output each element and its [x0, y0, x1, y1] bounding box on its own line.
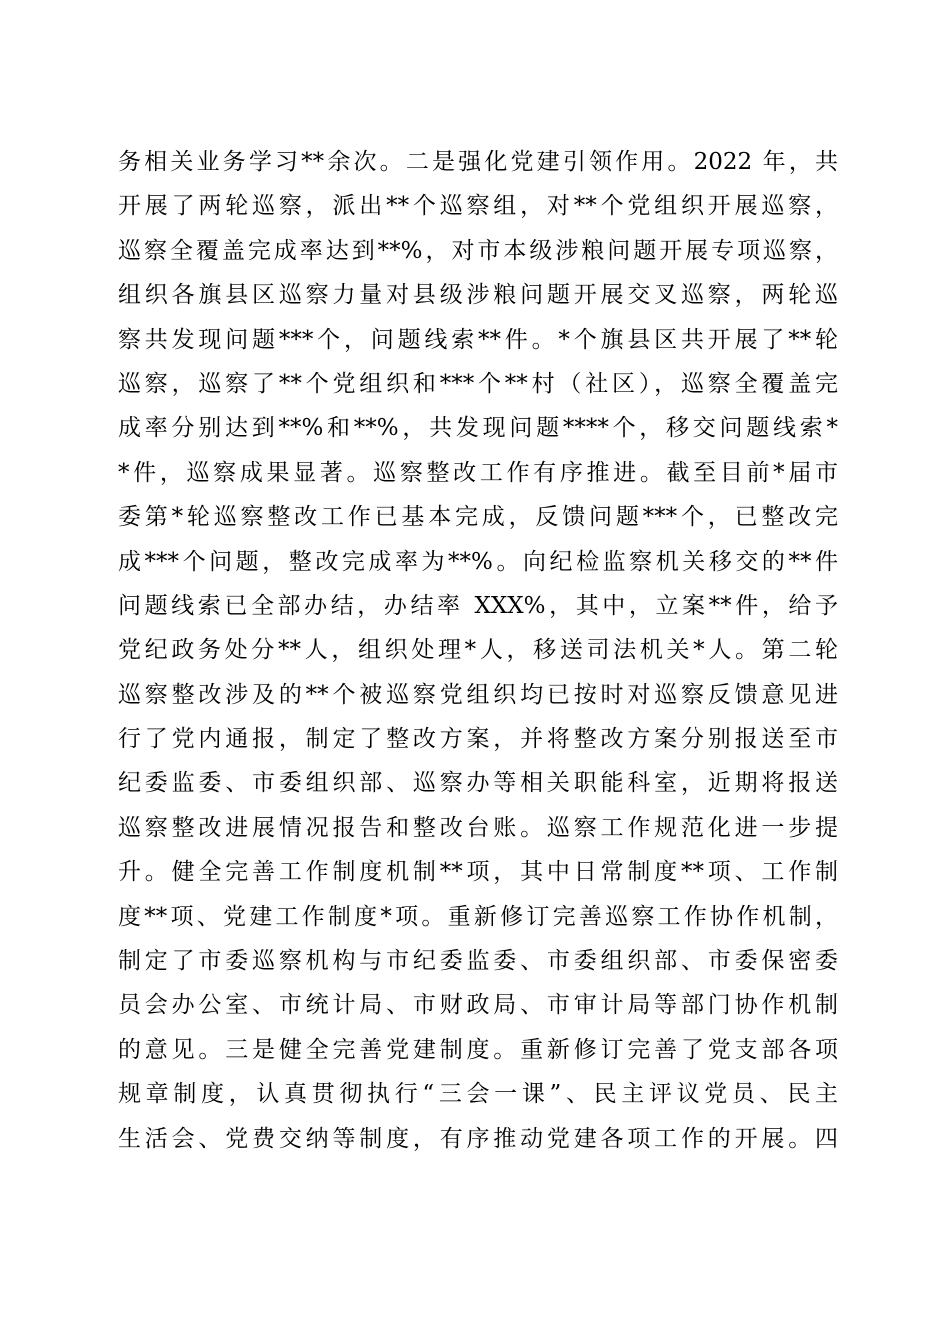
- text-line: 察共发现问题***个，问题线索**件。*个旗县区共开展了**轮: [118, 326, 838, 353]
- body-paragraph: [118, 140, 838, 1161]
- text-line: 升。健全完善工作制度机制**项，其中日常制度**项、工作制: [118, 859, 838, 886]
- text-line: 党纪政务处分**人，组织处理*人，移送司法机关*人。第二轮: [118, 637, 838, 664]
- text-line: 度**项、党建工作制度*项。重新修订完善巡察工作协作机制，: [118, 903, 838, 930]
- text-line: *件，巡察成果显著。巡察整改工作有序推进。截至目前*届市: [118, 459, 838, 486]
- text-line: 巡察，巡察了**个党组织和***个**村（社区），巡察全覆盖完: [118, 370, 838, 397]
- text-line: 行了党内通报，制定了整改方案，并将整改方案分别报送至市: [118, 726, 838, 753]
- text-line: 巡察整改涉及的**个被巡察党组织均已按时对巡察反馈意见进: [118, 681, 838, 708]
- text-line: 成率分别达到**%和**%，共发现问题****个，移交问题线索*: [118, 415, 838, 442]
- text-line: 的意见。三是健全完善党建制度。重新修订完善了党支部各项: [118, 1036, 838, 1063]
- text-line: 规章制度，认真贯彻执行“三会一课”、民主评议党员、民主: [118, 1081, 838, 1108]
- text-line: 开展了两轮巡察，派出**个巡察组，对**个党组织开展巡察，: [118, 193, 838, 220]
- text-line: 务相关业务学习**余次。二是强化党建引领作用。2022 年，共: [118, 149, 838, 175]
- text-line: 制定了市委巡察机构与市纪委监委、市委组织部、市委保密委: [118, 948, 838, 975]
- text-line: 成***个问题，整改完成率为**%。向纪检监察机关移交的**件: [118, 548, 838, 575]
- text-line: 生活会、党费交纳等制度，有序推动党建各项工作的开展。四: [118, 1125, 838, 1152]
- text-line: 委第*轮巡察整改工作已基本完成，反馈问题***个，已整改完: [118, 504, 838, 531]
- text-line: 纪委监委、市委组织部、巡察办等相关职能科室，近期将报送: [118, 770, 838, 797]
- text-line: 组织各旗县区巡察力量对县级涉粮问题开展交叉巡察，两轮巡: [118, 282, 838, 309]
- text-line: 员会办公室、市统计局、市财政局、市审计局等部门协作机制: [118, 992, 838, 1019]
- text-line: 巡察整改进展情况报告和整改台账。巡察工作规范化进一步提: [118, 814, 838, 841]
- text-line: 问题线索已全部办结，办结率 XXX%，其中，立案**件，给予: [118, 592, 838, 619]
- text-line: 巡察全覆盖完成率达到**%，对市本级涉粮问题开展专项巡察，: [118, 237, 838, 264]
